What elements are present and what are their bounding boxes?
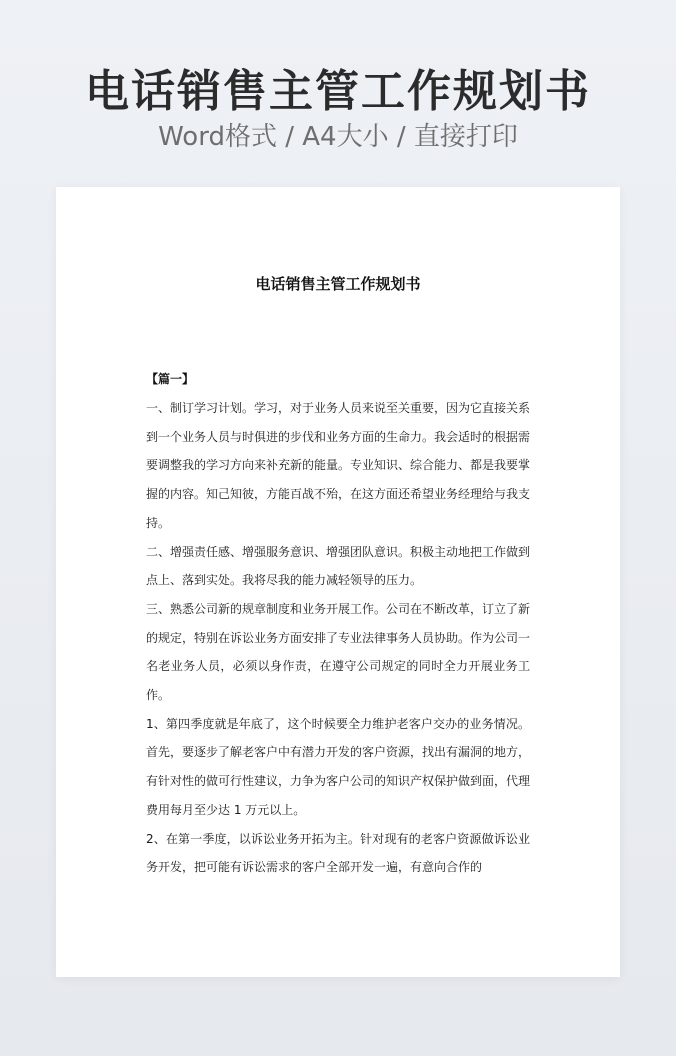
document-title: 电话销售主管工作规划书 <box>255 275 421 293</box>
paragraph: 二、增强责任感、增强服务意识、增强团队意识。积极主动地把工作做到点上、落到实处。我将尽我的能力减轻领导的压力。 <box>146 544 531 588</box>
document-page <box>56 187 620 977</box>
paragraph: 2、在第一季度，以诉讼业务开拓为主。针对现有的老客户资源做诉讼业务开发，把可能有诉讼需求的客户全部开发一遍，有意向合作的 <box>146 831 530 875</box>
paragraph: 三、熟悉公司新的规章制度和业务开展工作。公司在不断改革，订立了新的规定，特别在诉讼业务方面安排了专业法律事务人员协助。作为公司一名老业务人员，必须以身作责，在遵守公司规定的同时全力开展业务工作。 <box>146 601 531 703</box>
paragraph: 一、制订学习计划。学习，对于业务人员来说至关重要，因为它直接关系到一个业务人员与时俱进的步伐和业务方面的生命力。我会适时的根据需要调整我的学习方向来补充新的能量。专业知识、综合能力、都是我要掌握的内容。知己知彼，方能百战不殆，在这方面还希望业务经理给与我支持。 <box>146 401 531 530</box>
banner-subtitle: Word格式 / A4大小 / 直接打印 <box>158 122 518 152</box>
paragraph: 1、第四季度就是年底了，这个时候要全力维护老客户交办的业务情况。首先，要逐步了解老客户中有潜力开发的客户资源，找出有漏洞的地方，有针对性的做可行性建议，力争为客户公司的知识产权保护做到面，代理费用每月至少达 1 万元以上。 <box>146 716 531 817</box>
document-body <box>146 365 530 882</box>
section-label: 【篇一】 <box>146 372 195 386</box>
banner-title: 电话销售主管工作规划书 <box>85 66 591 117</box>
